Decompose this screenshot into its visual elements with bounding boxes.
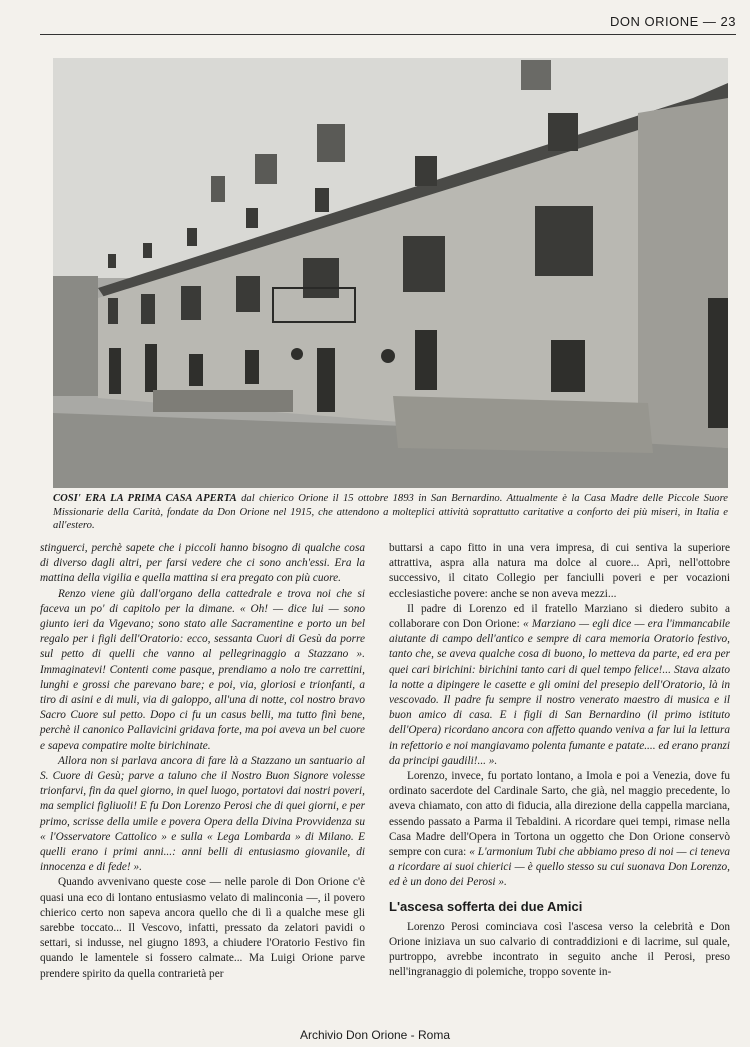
photo-caption <box>53 492 728 533</box>
right-paragraph-2 <box>389 602 730 769</box>
right-paragraph-3-lead: Lorenzo, invece, fu portato lontano, a Imola e poi a Venezia, dove fu ordinato sacerdote del Cardinale Sarto, che già, nel maggio precedente, lo aveva chiamato, con atto di fiducia, alla direzione della cappella marciana, essendo passato a Parma il Tebaldini. A ricordare quei tempi, rimase nella Casa Madre dell'Opera in Tortona un oggetto che Don Orione conservò sempre con cura: <box>389 770 730 859</box>
left-column <box>40 541 365 982</box>
right-paragraph-2-quote: « Marziano — egli dice — era l'immancabile aiutante di campo dell'antico e sempre di cara memoria Oratorio festivo, tanto che, se aveva qualche cosa di buono, lo metteva da parte, ed era per quei cari birichini: birichini tanto cari di quel tempo felice!... Stava alzato la notte a dipingere le casette e gli omini del presepio dell'Oratorio, là in vescovado. Il padre fu sempre il nostro venerato maestro di musica e il buon amico di casa. E i figli di San Bernardino (il primo istituto dell'Opera) ricordano ancora con affetto quando veniva a far lui la lettura in refettorio e noi mangiavamo polenta fumante e patate.... ed erano pranzi da principi gaudili!... ». <box>389 618 730 767</box>
caption-lead: COSI' ERA LA PRIMA CASA APERTA <box>53 493 237 504</box>
building-photo-illustration <box>53 58 728 488</box>
caption-text: dal chierico Orione il 15 ottobre 1893 in San Bernardino. Attualmente è la Casa Madre delle Piccole Suore Missionarie della Carità, fondate da Don Orione nel 1915, che attendono a molteplici attività soprattutto caritative a conforto dei più miseri, in Italia e all'estero. <box>53 493 729 531</box>
right-paragraph-1: buttarsi a capo fitto in una vera impresa, di cui sentiva la superiore attrattiva, aspra alla natura ma dolce al cuore... Aprì, nell'ottobre successivo, il citato Collegio per fanciulli poveri e per vocazioni ecclesiastiche povere: anche se non aveva mezzi... <box>389 542 730 600</box>
left-paragraph-4: Quando avvenivano queste cose — nelle parole di Don Orione c'è quasi una eco di lontano entusiasmo velato di malinconia —, il povero chierico certo non sapeva ancora quello che di lì a qualche mese gli sarebbe toccato... Il Vescovo, infatti, pressato da zelatori pavidi o settari, si indusse, nel giugno 1893, a chiudere l'Oratorio Festivo fin quando le lamentele si fossero calmate... Ma Luigi Orione parve prendere spirito da quella contrarietà per <box>40 876 365 980</box>
running-header: DON ORIONE — 23 <box>610 14 736 29</box>
left-paragraph-2: Renzo viene giù dall'organo della cattedrale e trova noi che si faceva un po' di capitolo per la dimane. « Oh! — dice lui — sono giunto ieri da Vigevano; sono stato alle Sacramentine e porto un bel regalo per i figli dell'Oratorio: ecco, sessanta Cuori di Gesù da porre sul petto di quelli che vanno al pellegrinaggio a Stazzano ». Immaginatevi! Contenti come pasque, prendiamo a nolo tre carrettini, lunghi e grossi che parevano bare; e poi, via, gloriosi e trionfanti, a tiro di asini e di muli, via di galoppo, all'una di notte, col nostro bravo Sacro Cuore sul petto. Dopo ci fu un casus belli, ma tutto finì bene, perchè il canonico Pallavicini gridava forte, ma poi aveva un bel cuore e sapeva compatire molte birichinate. <box>40 587 365 752</box>
header-rule <box>40 34 736 35</box>
right-paragraph-4: Lorenzo Perosi cominciava così l'ascesa verso la celebrità e Don Orione iniziava un suo calvario di contraddizioni e di lacrime, sul quale, purtroppo, avrebbe incontrato in seguito anche il Perosi, preso nell'ingranaggio di polemiche, troppo sovente in- <box>389 920 730 979</box>
right-paragraph-3 <box>389 769 730 891</box>
archive-footer: Archivio Don Orione - Roma <box>299 1028 451 1042</box>
right-paragraph-2-lead: Il padre di Lorenzo ed il fratello Marziano si diedero subito a collaborare con Don Orione: <box>389 602 730 631</box>
section-subheading: L'ascesa sofferta dei due Amici <box>389 898 583 914</box>
left-paragraph-1: stinguerci, perchè sapete che i piccoli hanno bisogno di qualche cosa di diverso dagli altri, per farsi vedere che ci sono anch'essi. Era la mattina della vigilia e quella mattina si era pregato con più cuore. <box>40 542 365 585</box>
left-paragraph-3: Allora non si parlava ancora di fare là a Stazzano un santuario al S. Cuore di Gesù; parve a taluno che il Nostro Buon Signore volesse trionfarvi, fin da quel giorno, in quel luogo, portatovi dai nostri poveri, ma semplici figliuoli! E fu Don Lorenzo Perosi che di quei giorni, e per primo, scrisse della umile e povera Opera della Divina Provvidenza su « l'Osservatore Cattolico » e sulla « Lega Lombarda » di Milano. E quelli erano i primi anni...: anni belli di entusiasmo giovanile, di innocenza e di fede! ». <box>40 754 365 874</box>
right-column <box>389 541 730 981</box>
right-paragraph-3-quote: « L'armonium Tubi che abbiamo preso di noi — ci teneva a ricordare ai suoi chierici — è quello stesso su cui suonava Don Lorenzo, ed è un dono dei Perosi ». <box>389 846 730 889</box>
building-photo <box>53 58 728 488</box>
